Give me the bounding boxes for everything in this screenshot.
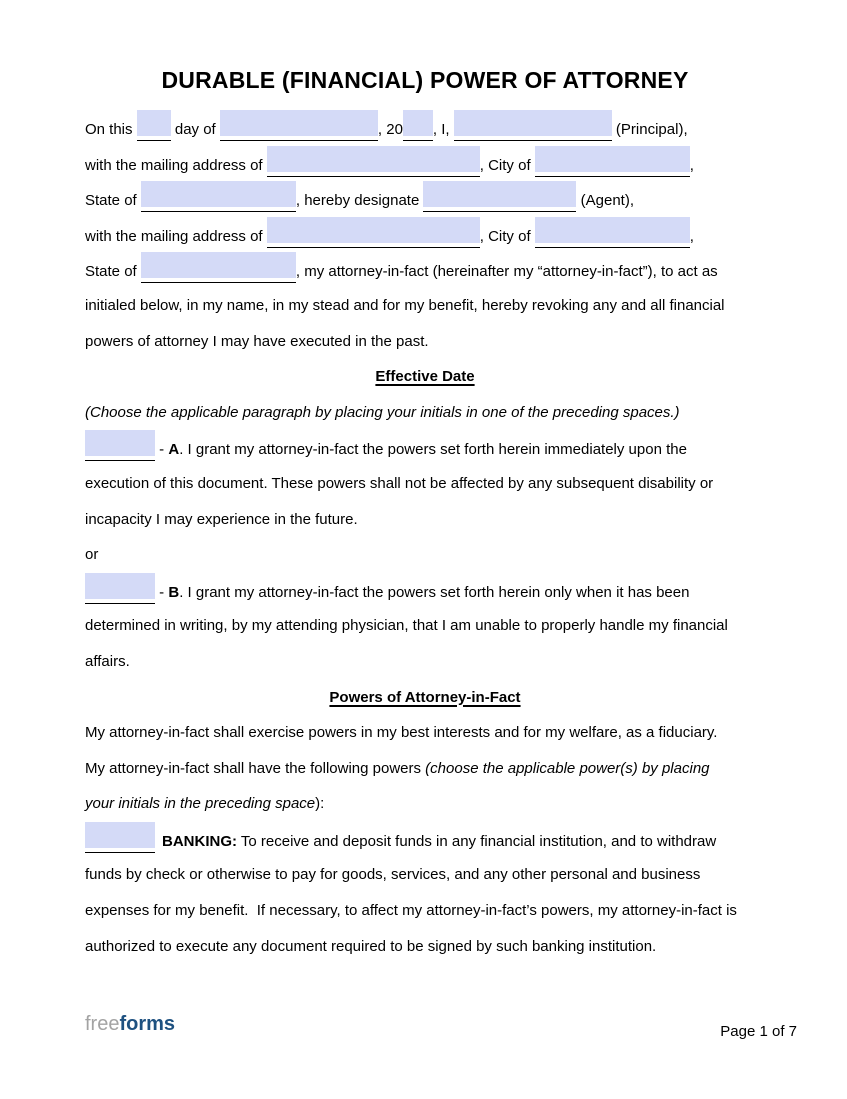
powers-text: ):	[315, 795, 325, 813]
opening-line-1	[85, 110, 765, 146]
option-b-text: affairs.	[85, 652, 130, 670]
document-body	[85, 66, 765, 964]
banking-text: authorized to execute any document required to be signed by such banking institution.	[85, 937, 657, 955]
opening-text: State of	[85, 263, 141, 281]
option-a-text: -	[155, 441, 169, 459]
opening-text: with the mailing address of	[85, 227, 267, 245]
opening-text: day of	[170, 121, 220, 138]
powers-intro-line-1	[85, 715, 765, 751]
option-b-text: -	[155, 583, 169, 601]
principal-name-field[interactable]	[454, 110, 612, 136]
opening-text: (Principal),	[611, 121, 688, 138]
opening-line-5	[85, 252, 765, 288]
section-heading-text: Effective Date	[375, 368, 475, 386]
banking-line-1	[85, 822, 765, 858]
logo-free-text: free	[85, 1013, 120, 1035]
page-number: Page 1 of 7	[720, 1023, 797, 1040]
banking-line-3	[85, 893, 765, 929]
opening-text: ,	[689, 227, 694, 245]
option-a-text: execution of this document. These powers shall not be affected by any subsequent disability or	[85, 474, 714, 492]
opening-text: with the mailing address of	[85, 156, 267, 174]
opening-text: , City of	[479, 156, 535, 174]
principal-state-field[interactable]	[141, 181, 296, 207]
opening-text: , I,	[432, 121, 454, 138]
or-separator	[85, 537, 765, 573]
or-text: or	[85, 546, 99, 564]
option-b-initials-field[interactable]	[85, 573, 155, 599]
banking-initials-field[interactable]	[85, 822, 155, 848]
option-b-line-1	[85, 573, 765, 609]
option-b-text: determined in writing, by my attending physician, that I am unable to properly handle my financial	[85, 617, 728, 635]
powers-intro-line-3	[85, 786, 765, 822]
principal-address-field[interactable]	[267, 146, 480, 172]
banking-text: funds by check or otherwise to pay for goods, services, and any other personal and business	[85, 866, 701, 884]
powers-text: My attorney-in-fact shall have the following powers	[85, 759, 426, 777]
agent-name-field[interactable]	[423, 181, 576, 207]
effective-date-instruction	[85, 395, 765, 431]
option-a-label: A	[168, 441, 180, 459]
section-heading-text: Powers of Attorney-in-Fact	[329, 688, 521, 706]
option-a-line-2	[85, 466, 765, 502]
banking-text: To receive and deposit funds in any financial institution, and to withdraw	[237, 832, 717, 850]
option-b-line-3	[85, 644, 765, 680]
opening-text: , City of	[479, 227, 535, 245]
opening-text: , my attorney-in-fact (hereinafter my “attorney-in-fact”), to act as	[295, 263, 718, 281]
option-a-line-1	[85, 430, 765, 466]
opening-text: (Agent),	[576, 192, 634, 210]
opening-line-7	[85, 324, 765, 360]
agent-address-field[interactable]	[267, 217, 480, 243]
powers-instruction-text: your initials in the preceding space	[85, 795, 316, 813]
opening-text: , hereby designate	[295, 192, 424, 210]
option-b-label: B	[168, 583, 180, 601]
option-b-text: . I grant my attorney-in-fact the powers set forth herein only when it has been	[179, 583, 690, 601]
principal-city-field[interactable]	[535, 146, 690, 172]
instruction-text: (Choose the applicable paragraph by placing your initials in one of the preceding spaces.)	[85, 403, 680, 421]
banking-label: BANKING:	[162, 832, 237, 850]
banking-text: expenses for my benefit. If necessary, to affect my attorney-in-fact’s powers, my attorney-in-fact is	[85, 902, 737, 920]
powers-intro-line-2	[85, 751, 765, 787]
agent-city-field[interactable]	[535, 217, 690, 243]
opening-text: initialed below, in my name, in my stead and for my benefit, hereby revoking any and all financial	[85, 296, 725, 314]
banking-line-4	[85, 929, 765, 965]
banking-line-2	[85, 857, 765, 893]
effective-date-section	[85, 359, 765, 679]
document-title: DURABLE (FINANCIAL) POWER OF ATTORNEY	[161, 67, 689, 93]
opening-text: , 20	[377, 121, 403, 138]
opening-line-4	[85, 217, 765, 253]
opening-text: ,	[689, 156, 694, 174]
effective-date-heading	[85, 359, 765, 395]
powers-section	[85, 680, 765, 965]
agent-state-field[interactable]	[141, 252, 296, 278]
logo-forms-text: forms	[119, 1013, 176, 1035]
opening-paragraph	[85, 110, 765, 359]
freeforms-logo	[85, 1012, 175, 1036]
option-a-line-3	[85, 502, 765, 538]
day-field[interactable]	[137, 110, 171, 136]
option-a-initials-field[interactable]	[85, 430, 155, 456]
powers-text: My attorney-in-fact shall exercise powers in my best interests and for my welfare, as a fiduciary.	[85, 724, 718, 742]
powers-instruction-text: (choose the applicable power(s) by placing	[425, 759, 710, 777]
opening-line-6	[85, 288, 765, 324]
option-a-text: incapacity I may experience in the future.	[85, 510, 358, 528]
opening-text: powers of attorney I may have executed in the past.	[85, 332, 429, 350]
powers-heading	[85, 680, 765, 716]
opening-line-2	[85, 146, 765, 182]
month-field[interactable]	[220, 110, 378, 136]
opening-text: State of	[85, 192, 141, 210]
option-a-text: . I grant my attorney-in-fact the powers set forth herein immediately upon the	[179, 441, 687, 459]
opening-text: On this	[85, 121, 137, 138]
option-b-line-2	[85, 608, 765, 644]
opening-line-3	[85, 181, 765, 217]
year-field[interactable]	[403, 110, 433, 136]
